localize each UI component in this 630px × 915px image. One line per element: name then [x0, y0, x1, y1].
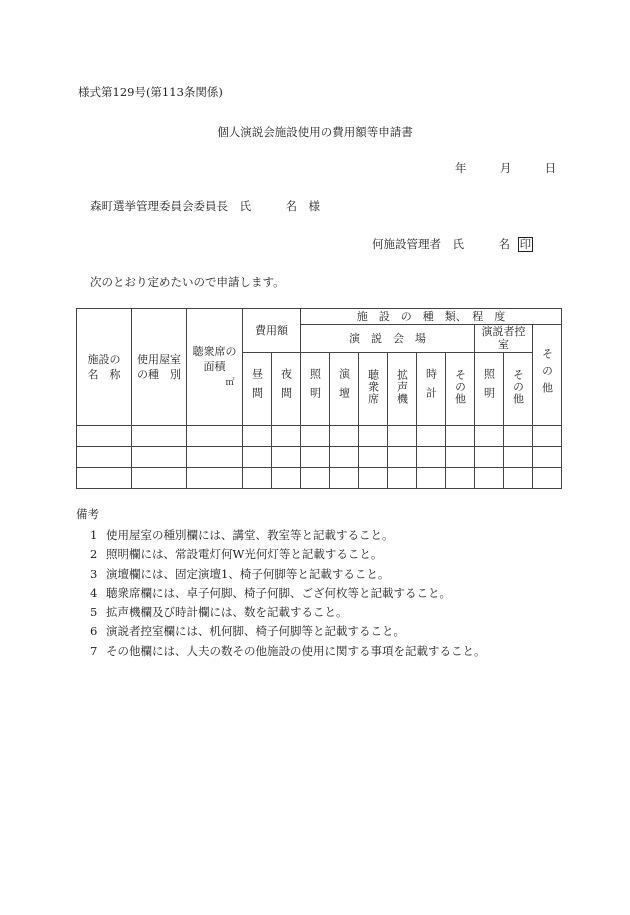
applicant-label: 何施設管理者 氏 名 — [372, 237, 510, 251]
header-room-lighting: 照明 — [475, 353, 504, 426]
facility-table — [76, 308, 562, 489]
header-day: 昼間 — [243, 353, 272, 426]
form-number: 様式第129号(第113条関係) — [78, 85, 223, 99]
header-cost: 費用額 — [243, 309, 301, 353]
header-room-other: その他 — [504, 353, 533, 426]
notes-list — [90, 526, 486, 661]
header-podium: 演壇 — [330, 353, 359, 426]
header-seats: 聴衆席 — [359, 353, 388, 426]
header-other: その他 — [533, 325, 562, 426]
date-day: 日 — [544, 161, 557, 175]
table-row — [77, 447, 562, 468]
note-item: 4 聴衆席欄には、卓子何脚、椅子何脚、ござ何枚等と記載すること。 — [90, 585, 451, 600]
header-audience-area: 聴衆席の面積 ㎡ — [187, 309, 243, 426]
header-night: 夜間 — [272, 353, 301, 426]
document-title: 個人演説会施設使用の費用額等申請書 — [217, 125, 413, 139]
header-lighting: 照明 — [301, 353, 330, 426]
header-clock: 時計 — [417, 353, 446, 426]
intro-text: 次のとおり定めたいので申請します。 — [90, 275, 285, 289]
seal-mark: 印 — [519, 237, 532, 251]
header-speaker: 拡声機 — [388, 353, 417, 426]
addressee: 森町選挙管理委員会委員長 氏 名 様 — [90, 199, 320, 213]
note-item: 7 その他欄には、人夫の数その他施設の使用に関する事項を記載すること。 — [90, 643, 486, 658]
note-item: 5 拡声機欄及び時計欄には、数を記載すること。 — [90, 605, 348, 620]
date-line — [455, 160, 556, 176]
header-facility-group: 施 設 の 種 類、 程 度 — [301, 309, 562, 325]
table-row — [77, 468, 562, 489]
header-room-type: 使用屋室 の種 別 — [132, 309, 187, 426]
note-item: 3 演壇欄には、固定演壇1、椅子何脚等と記載すること。 — [90, 566, 390, 581]
area-unit: ㎡ — [225, 377, 235, 388]
notes-heading: 備考 — [76, 507, 99, 521]
date-month: 月 — [499, 161, 512, 175]
note-item: 2 照明欄には、常設電灯何W光何灯等と記載すること。 — [90, 547, 383, 562]
header-facility-name: 施設の名 称 — [77, 309, 132, 426]
note-item: 1 使用屋室の種別欄には、講堂、教室等と記載すること。 — [90, 528, 394, 542]
header-venue-other: その他 — [446, 353, 475, 426]
header-speaker-room-group: 演説者控 室 — [475, 325, 533, 353]
note-item: 6 演説者控室欄には、机何脚、椅子何脚等と記載すること。 — [90, 624, 405, 639]
table-row — [77, 426, 562, 447]
date-year: 年 — [455, 161, 467, 175]
applicant-line — [372, 236, 533, 252]
header-venue-group: 演 説 会 場 — [301, 325, 475, 353]
